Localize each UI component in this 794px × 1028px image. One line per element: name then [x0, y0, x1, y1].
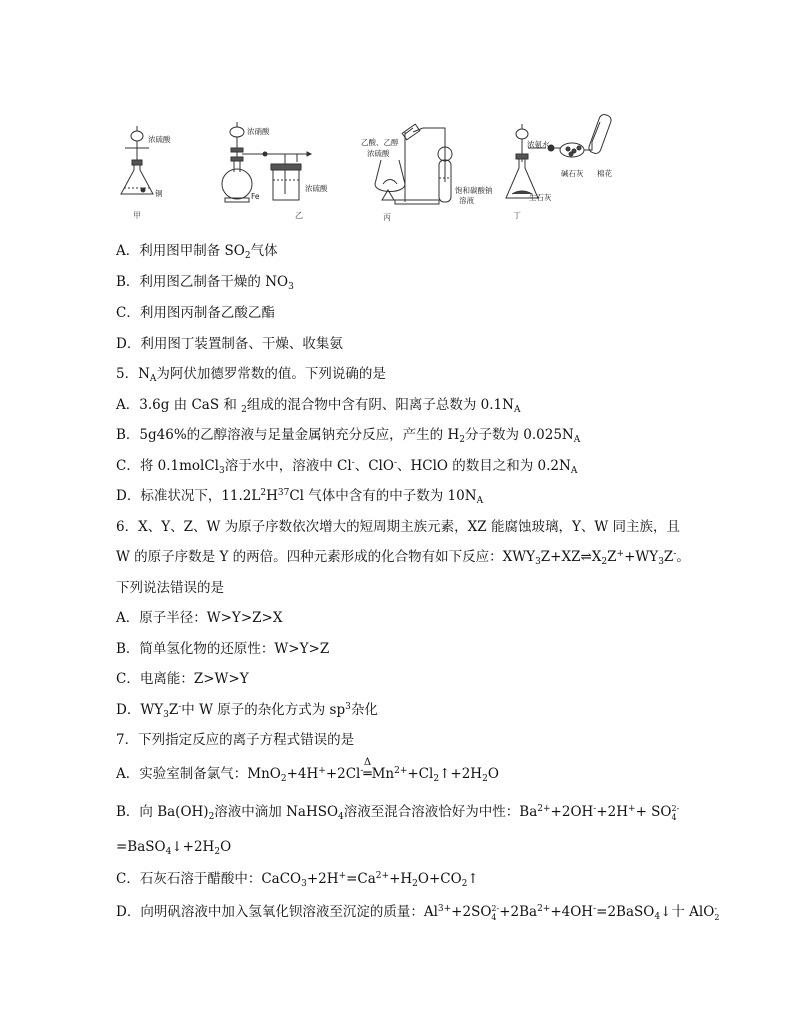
q7-stem: 7．下列指定反应的离子方程式错误的是	[116, 732, 355, 748]
q6-option-c: C．电离能：Z>W>Y	[116, 671, 249, 687]
tag-ding-quicklime: 生石灰	[529, 193, 552, 202]
caption-ding: 丁	[513, 211, 521, 220]
q5-option-c: C．将 0.1molCl$_3$溶于水中，溶液中 Cl-、ClO-、HClO 的数目之和为 $0.2N_A$	[116, 458, 578, 476]
q6-option-b: B．简单氢化物的还原性：W>Y>Z	[116, 641, 330, 657]
tag-ding-ammonia: 浓氨水	[527, 140, 550, 149]
tag-yi-sulfuric: 浓硫酸	[305, 184, 328, 193]
apparatus-drawings	[115, 112, 635, 232]
q4-option-c: C．利用图丙制备乙酸乙酯	[116, 305, 275, 321]
caption-bing: 丙	[383, 213, 391, 222]
q4-option-b: B．利用图乙制备干燥的 $NO_3$	[116, 274, 294, 292]
tag-yi-nitric: 浓硝酸	[247, 127, 270, 136]
q6-stem-line1: 6．X、Y、Z、W 为原子序数依次增大的短周期主族元素，XZ 能腐蚀玻璃，Y、W 同主族，且	[116, 519, 681, 535]
q6-option-d: D．$WY_3Z^-$中 W 原子的杂化方式为 $sp^3$杂化	[116, 702, 378, 720]
q6-stem-line3: 下列说法错误的是	[116, 580, 224, 596]
q7-option-c: C．石灰石溶于醋酸中：$CaCO_3+2H^+=Ca^{2+}+H_2O+CO_2↑$	[116, 871, 479, 889]
q6-stem-line2: W 的原子序数是 Y 的两倍。四种元素形成的化合物有如下反应：$XWY_3Z+XZ\rightleftharpoons X_2Z^++WY_3Z^-$。	[116, 549, 690, 567]
q7-option-b-line2: $=BaSO_4↓+2H_2O$	[116, 839, 232, 857]
q5-option-a: A．3.6g 由 CaS 和 $_2$组成的混合物中含有阴、阳离子总数为 $0.1N_A$	[116, 397, 521, 415]
figure-ding-drawing	[506, 113, 612, 198]
tag-ding-cotton: 棉花	[597, 169, 612, 178]
q5-option-b: B．5g46%的乙醇溶液与足量金属钠充分反应，产生的 $H_2$分子数为 $0.025N_A$	[116, 427, 581, 445]
tag-ding-soda-lime: 碱石灰	[561, 169, 584, 178]
q4-option-a: A．利用图甲制备 $SO_2$气体	[116, 243, 278, 261]
tag-bing-sodium-carbonate: 饱和碳酸钠	[455, 186, 493, 195]
apparatus-figures	[115, 112, 635, 232]
tag-jia-acid: 浓硫酸	[148, 135, 171, 144]
q7-option-a: A．实验室制备氯气：MnO$_2$+4H++2Cl- Δ $═Mn^{2+}+Cl_2↑+2H_2O$	[116, 757, 499, 784]
tag-yi-fe: Fe	[251, 192, 260, 201]
tag-bing-solution: 溶液	[459, 196, 474, 205]
tag-jia-copper: 铜	[155, 189, 163, 198]
q6-option-a: A．原子半径：W>Y>Z>X	[116, 610, 283, 626]
q5-stem: 5．$N_A$为阿伏加德罗常数的值。下列说确的是	[116, 366, 386, 384]
tag-bing-acid-alcohol: 乙酸、乙醇	[361, 138, 399, 147]
caption-jia: 甲	[133, 211, 141, 220]
q4-option-d: D．利用图丁装置制备、干燥、收集氨	[116, 336, 343, 352]
q7-option-b-line1: B．向 $Ba(OH)_2$溶液中滴加 NaHSO$_4$溶液至混合溶液恰好为中性：$Ba^{2+}+2OH^-+2H^++$ SO 2- 4	[116, 803, 680, 822]
tag-bing-sulfuric: 浓硫酸	[367, 149, 390, 158]
q5-option-d: D．标准状况下，$11.2L^2H^{37}Cl$ 气体中含有的中子数为 $10N_A$	[116, 488, 484, 506]
caption-yi: 乙	[295, 211, 303, 220]
q7-option-d: D．向明矾溶液中加入氢氧化钡溶液至沉淀的质量：$Al^{3+}+2SO$ 2- 4 $+2Ba^{2+}+4OH^-=2BaSO_4↓$十 AlO - 2	[116, 903, 720, 922]
